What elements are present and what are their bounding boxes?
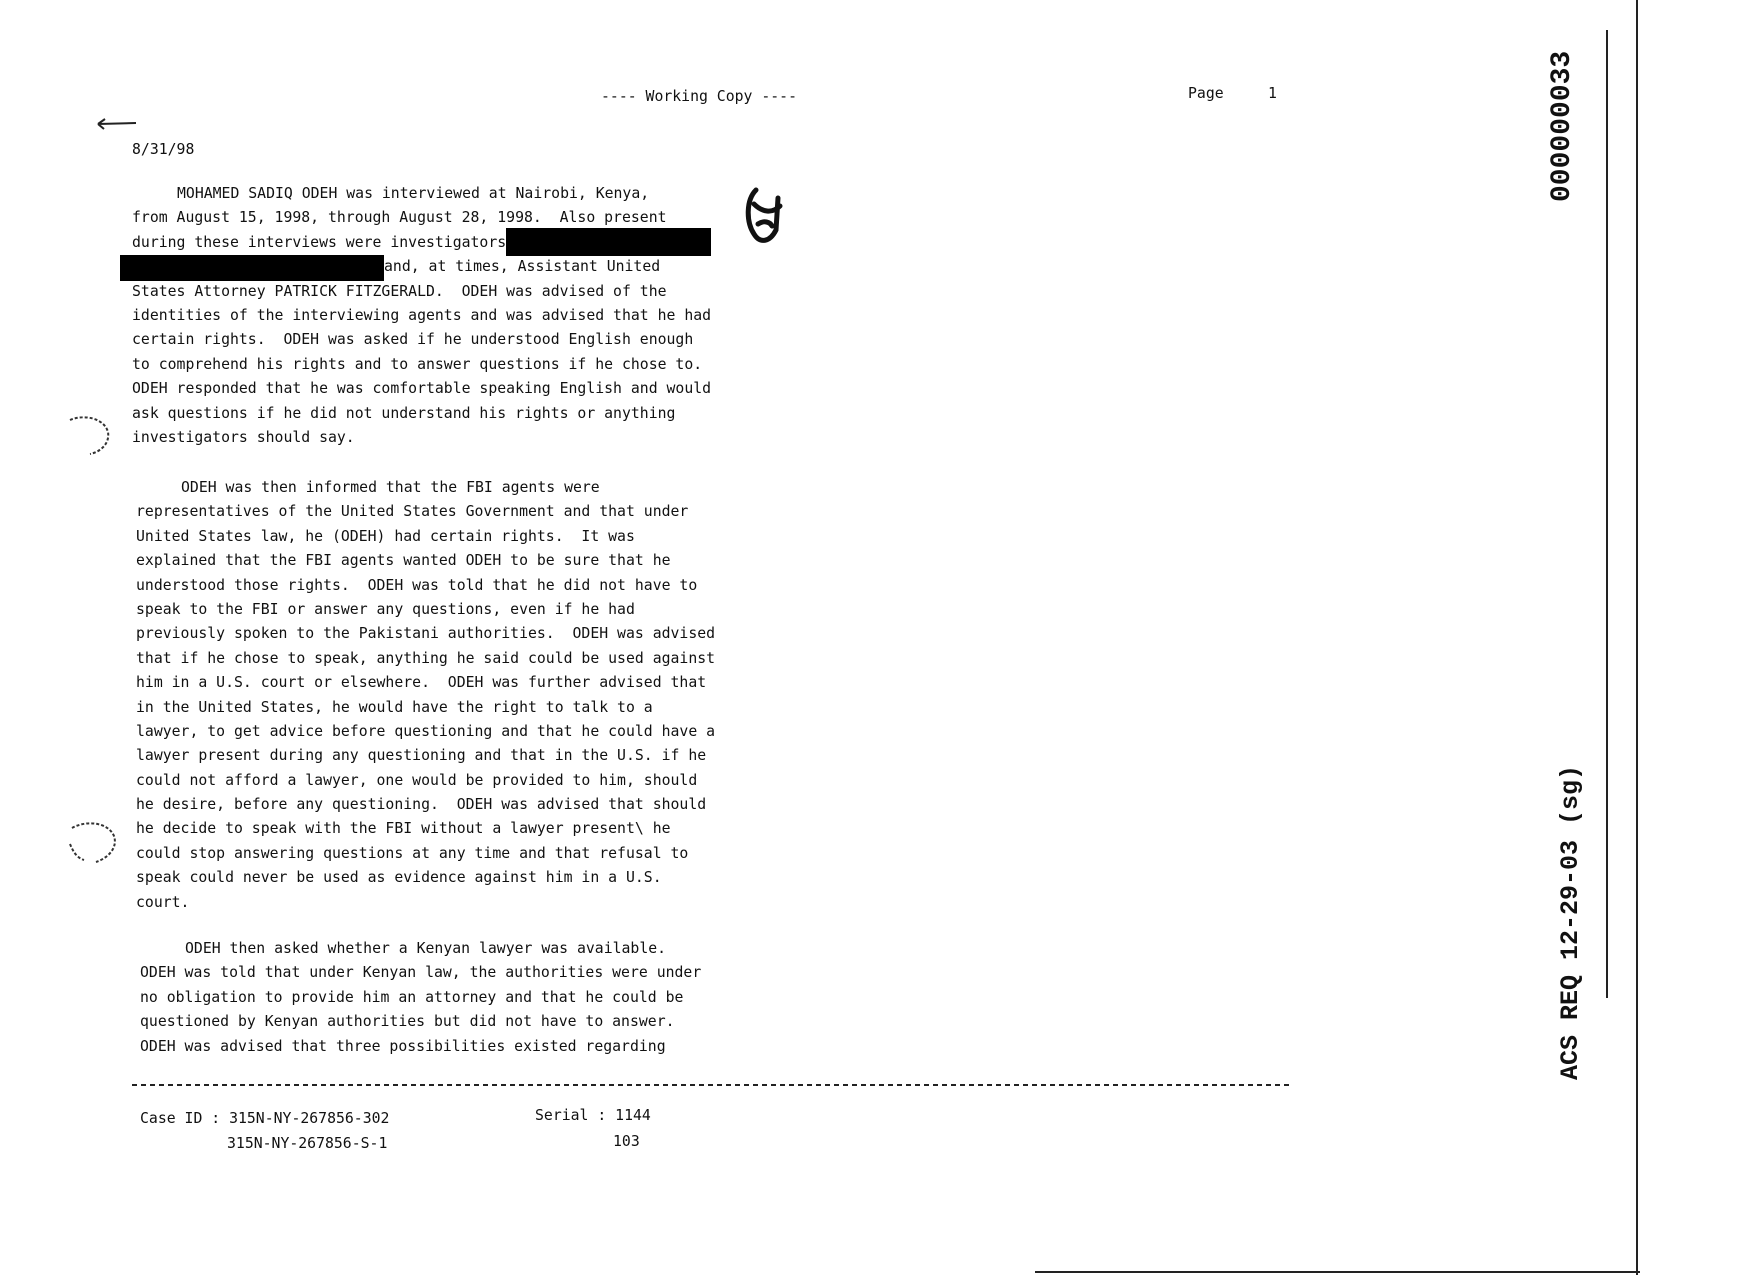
text-line: him in a U.S. court or elsewhere. ODEH was further advised that bbox=[136, 674, 707, 692]
text-line: ODEH then asked whether a Kenyan lawyer was available. bbox=[185, 940, 667, 957]
text-line: lawyer present during any questioning and that in the U.S. if he bbox=[136, 747, 707, 765]
text-line: in the United States, he would have the right to talk to a bbox=[136, 698, 653, 716]
text-line: could stop answering questions at any time and that refusal to bbox=[136, 844, 689, 862]
text-line: MOHAMED SADIQ ODEH was interviewed at Nairobi, Kenya, bbox=[177, 185, 650, 202]
text-line: that if he chose to speak, anything he said could be used against bbox=[136, 649, 716, 667]
bottom-edge-line bbox=[1035, 1271, 1640, 1273]
punch-hole-mark-icon bbox=[64, 818, 120, 864]
page-edge-line bbox=[1636, 0, 1638, 1275]
punch-hole-mark-icon bbox=[64, 412, 114, 456]
case-id: Case ID : 315N-NY-267856-302 bbox=[140, 1110, 390, 1127]
text-line: previously spoken to the Pakistani authorities. ODEH was advised bbox=[136, 625, 716, 643]
text-line: during these interviews were investigators bbox=[132, 233, 507, 251]
text-line: lawyer, to get advice before questioning and that he could have a bbox=[136, 722, 716, 740]
release-stamp: ACS REQ 12-29-03 (sg) bbox=[1556, 764, 1585, 1080]
text-line: and, at times, Assistant United bbox=[384, 258, 661, 276]
footer-divider bbox=[132, 1084, 1292, 1086]
text-line: certain rights. ODEH was asked if he understood English enough bbox=[132, 331, 694, 349]
text-line: could not afford a lawyer, one would be provided to him, should bbox=[136, 771, 698, 789]
paragraph-3 bbox=[140, 937, 701, 1059]
working-copy-header: ---- Working Copy ---- bbox=[601, 88, 797, 105]
paragraph-1 bbox=[132, 182, 711, 450]
text-line: to comprehend his rights and to answer questions if he chose to. bbox=[132, 355, 703, 373]
text-line: understood those rights. ODEH was told that he did not have to bbox=[136, 576, 698, 594]
text-line: representatives of the United States Government and that under bbox=[136, 503, 689, 521]
text-line: questioned by Kenyan authorities but did not have to answer. bbox=[140, 1013, 675, 1031]
document-date: 8/31/98 bbox=[132, 141, 195, 158]
text-line: speak could never be used as evidence against him in a U.S. bbox=[136, 869, 662, 887]
text-line: United States law, he (ODEH) had certain rights. It was bbox=[136, 527, 635, 545]
text-line: investigators should say. bbox=[132, 428, 355, 446]
text-line: he decide to speak with the FBI without a lawyer present\ he bbox=[136, 820, 671, 838]
arrow-mark-icon bbox=[96, 117, 142, 131]
page-label: Page bbox=[1188, 85, 1224, 102]
redaction-block bbox=[506, 228, 711, 256]
text-line: he desire, before any questioning. ODEH was advised that should bbox=[136, 796, 707, 814]
text-line: ODEH responded that he was comfortable speaking English and would bbox=[132, 380, 712, 398]
text-line: speak to the FBI or answer any questions, even if he had bbox=[136, 600, 635, 618]
redaction-block bbox=[120, 255, 384, 281]
bates-number-stamp: 000000033 bbox=[1547, 50, 1578, 202]
text-line: explained that the FBI agents wanted ODEH to be sure that he bbox=[136, 552, 671, 570]
text-line: ask questions if he did not understand his rights or anything bbox=[132, 404, 676, 422]
handwritten-mark-icon bbox=[742, 186, 784, 248]
text-line: ODEH was advised that three possibilities existed regarding bbox=[140, 1037, 666, 1055]
paragraph-2 bbox=[136, 476, 715, 915]
page-number: 1 bbox=[1268, 85, 1277, 102]
serial-secondary: 103 bbox=[613, 1133, 640, 1150]
text-line: States Attorney PATRICK FITZGERALD. ODEH was advised of the bbox=[132, 282, 667, 300]
text-line: from August 15, 1998, through August 28, 1998. Also present bbox=[132, 209, 667, 227]
serial: Serial : 1144 bbox=[535, 1107, 651, 1124]
margin-line bbox=[1606, 30, 1608, 998]
case-id-secondary: 315N-NY-267856-S-1 bbox=[227, 1135, 388, 1152]
text-line: ODEH was told that under Kenyan law, the authorities were under bbox=[140, 964, 702, 982]
text-line: identities of the interviewing agents and was advised that he had bbox=[132, 306, 712, 324]
text-line: no obligation to provide him an attorney and that he could be bbox=[140, 988, 684, 1006]
text-line: ODEH was then informed that the FBI agents were bbox=[181, 479, 600, 496]
text-line: court. bbox=[136, 893, 190, 911]
